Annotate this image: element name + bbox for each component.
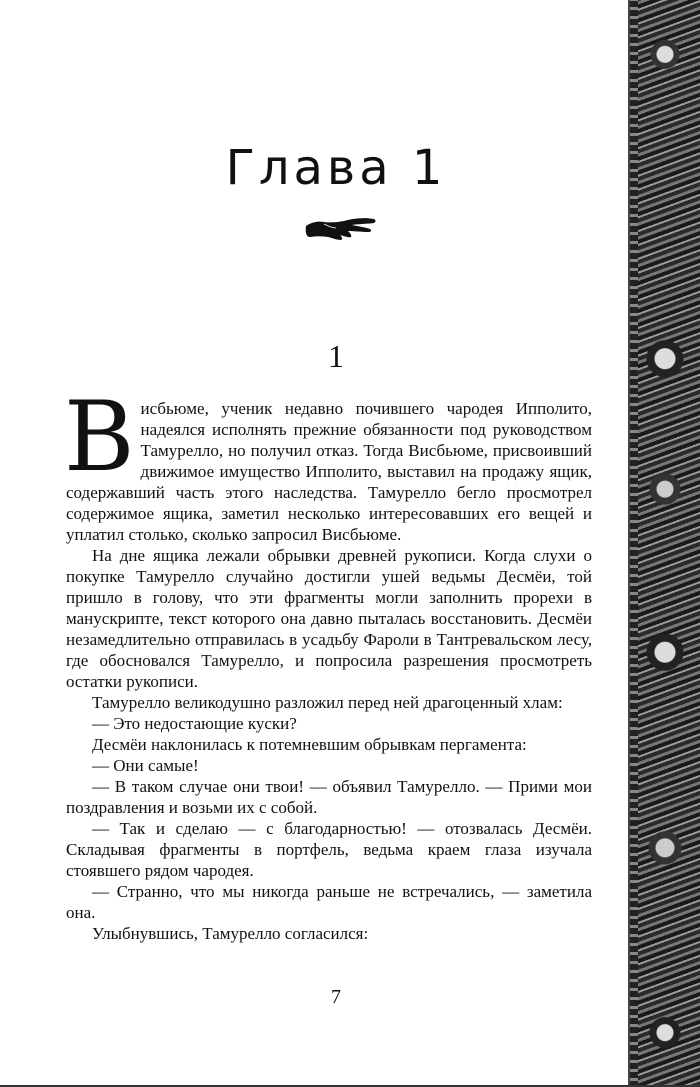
paragraph-text: исбьюме, ученик недавно почившего чародея Ипполито, надеялся исполнять прежние обязанности под руководством Тамурелло, но получил отказ. Тогда Висбьюме, присвоивший движимое имущество Ипполито, выставил на продажу ящик, содержавший часть этого наследства. Тамурелло бегло просмотрел содержимое ящика, заметил несколько интересовавших его вещей и уплатил столько, сколько запросил Висбьюме. [66,399,592,544]
page-number: 7 [331,986,341,1008]
paragraph-1 [64,381,592,545]
section-number: 1 [328,338,344,374]
paragraph-9: — Странно, что мы никогда раньше не встречались, — заметила она. [66,882,592,922]
paragraph-3: Тамурелло великодушно разложил перед ней драгоценный хлам: [92,693,563,712]
paragraph-6: — Они самые! [92,756,199,775]
paragraph-2: На дне ящика лежали обрывки древней рукописи. Когда слухи о покупке Тамурелло случайно достигли ушей ведьмы Десмёи, той пришло в голову, что эти фрагменты могли заполнить прорехи в манускрипте, текст которого она давно пыталась восстановить. Десмёи незамедлительно отправилась в усадьбу Фароли в Тантревальском лесу, где обосновался Тамурелло, и попросила разрешения просмотреть остатки рукописи. [66,546,592,691]
paragraph-8: — Так и сделаю — с благодарностью! — отозвалась Десмёи. Складывая фрагменты в портфель, ведьма краем глаза изучала стоявшего рядом чародея. [66,819,592,880]
paragraph-10: Улыбнувшись, Тамурелло согласился: [92,924,369,943]
paragraph-5: Десмёи наклонилась к потемневшим обрывкам пергамента: [92,735,527,754]
chapter-title: Глава 1 [225,140,447,197]
pointing-hand-icon [304,212,378,246]
paragraph-4: — Это недостающие куски? [92,714,297,733]
paragraph-7: — В таком случае они твои! — объявил Тамурелло. — Прими мои поздравления и возьми их с собой. [66,777,592,817]
drop-cap: В [64,381,135,493]
body-text [64,381,592,944]
